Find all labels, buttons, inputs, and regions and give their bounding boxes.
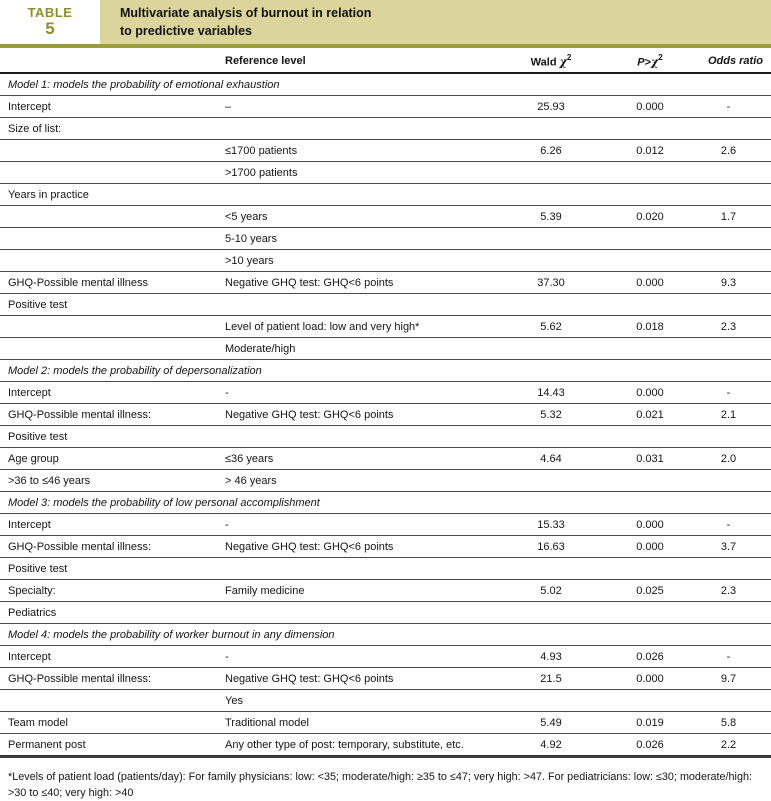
odds-ratio-cell: 2.2 [720,738,737,751]
p-value-cell: 0.000 [636,672,664,685]
odds-ratio-cell: 3.7 [720,540,737,553]
table-row [0,492,771,514]
p-value-cell: 0.026 [636,650,664,663]
reference-level-cell: >1700 patients [225,166,298,179]
variable-cell: Permanent post [8,738,86,751]
table-row [0,690,771,712]
reference-level-cell: - [225,518,229,531]
table-row [0,250,771,272]
wald-chi-squared-cell: 5.32 [540,408,562,421]
table-title-line2: to predictive variables [120,24,253,38]
variable-cell: GHQ-Possible mental illness: [8,540,152,553]
variable-cell: Positive test [8,430,68,443]
odds-ratio-cell: 2.0 [720,452,737,465]
reference-level-cell: > 46 years [225,474,277,487]
variable-cell: Model 1: models the probability of emotional exhaustion [8,78,280,91]
table-row [0,118,771,140]
odds-ratio-cell: - [726,386,731,399]
odds-ratio-cell: 1.7 [720,210,737,223]
odds-ratio-cell: 9.7 [720,672,737,685]
table-row [0,360,771,382]
superscript-two: 2 [658,52,663,62]
variable-cell: Model 4: models the probability of worker burnout in any dimension [8,628,335,641]
reference-level-cell: Yes [225,694,243,707]
chi-symbol: χ [651,55,659,69]
reference-level-cell: Moderate/high [225,342,296,355]
variable-cell: Size of list: [8,122,62,135]
olive-divider [0,44,771,48]
wald-chi-squared-cell: 4.92 [540,738,562,751]
p-value-cell: 0.019 [636,716,664,729]
table-row [0,74,771,96]
table-row [0,734,771,755]
variable-cell: >36 to ≤46 years [8,474,91,487]
p-value-cell: 0.000 [636,540,664,553]
table-header-banner [0,0,771,44]
variable-cell: GHQ-Possible mental illness [8,276,148,289]
table-row [0,382,771,404]
reference-level-cell: - [225,650,229,663]
variable-cell: Model 2: models the probability of depersonalization [8,364,262,377]
reference-level-cell: Negative GHQ test: GHQ<6 points [225,672,394,685]
table-row [0,668,771,690]
odds-ratio-cell: 2.3 [720,584,737,597]
p-value-cell: 0.025 [636,584,664,597]
p-value-cell: 0.000 [636,100,664,113]
variable-cell: Model 3: models the probability of low personal accomplishment [8,496,320,509]
table-word: TABLE [27,4,73,20]
table-row [0,624,771,646]
wald-chi-squared-cell: 5.39 [540,210,562,223]
table-title-line1: Multivariate analysis of burnout in relation [120,5,372,20]
column-header-p-value: $P>\chi^2$ [637,52,663,69]
table-row [0,184,771,206]
odds-ratio-cell: 5.8 [720,716,737,729]
p-value-cell: 0.031 [636,452,664,465]
variable-cell: Specialty: [8,584,56,597]
variable-cell: Pediatrics [8,606,57,619]
table-row [0,448,771,470]
p-value-cell: 0.026 [636,738,664,751]
table-number: 5 [45,19,55,39]
reference-level-cell: ≤36 years [225,452,274,465]
reference-level-cell: Level of patient load: low and very high* [225,320,420,333]
table-bottom-rule [0,755,771,758]
column-header-reference-level: Reference level [225,55,306,67]
reference-level-cell: ≤1700 patients [225,144,298,157]
p-value-cell: 0.000 [636,276,664,289]
odds-ratio-cell: 2.6 [720,144,737,157]
wald-chi-squared-cell: 14.43 [537,386,565,399]
table-row [0,96,771,118]
variable-cell: Age group [8,452,59,465]
wald-chi-squared-cell: 21.5 [540,672,562,685]
wald-chi-squared-cell: 37.30 [537,276,565,289]
table-row [0,316,771,338]
table-row [0,558,771,580]
table-footnote: *Levels of patient load (patients/day): For family physicians: low: <35; moderate/high: ≥35 to ≤47; very high: >47. For pediatricians: low: ≤30; moderate/high: >30 to ≤40; very high: >40 [8,771,752,800]
wald-chi-squared-cell: 5.02 [540,584,562,597]
p-value-cell: 0.020 [636,210,664,223]
table-row [0,602,771,624]
table-row [0,272,771,294]
table-row [0,140,771,162]
table-row [0,514,771,536]
odds-ratio-cell: - [726,518,731,531]
variable-cell: Positive test [8,562,68,575]
reference-level-cell: 5-10 years [225,232,277,245]
variable-cell: Years in practice [8,188,89,201]
reference-level-cell: <5 years [225,210,268,223]
superscript-two: 2 [566,52,572,62]
p-value-cell: 0.000 [636,518,664,531]
table-row [0,294,771,316]
variable-cell: Intercept [8,650,51,663]
table-row [0,206,771,228]
odds-ratio-cell: 2.1 [720,408,737,421]
chi-symbol: χ [559,55,567,69]
table-row [0,712,771,734]
column-header-odds-ratio: Odds ratio [707,55,763,67]
column-header-row [0,50,771,74]
table-row [0,580,771,602]
reference-level-cell: Traditional model [225,716,309,729]
odds-ratio-cell: - [726,100,731,113]
reference-level-cell: Negative GHQ test: GHQ<6 points [225,408,394,421]
variable-cell: Intercept [8,386,51,399]
table-row [0,536,771,558]
wald-chi-squared-cell: 6.26 [540,144,562,157]
reference-level-cell: Negative GHQ test: GHQ<6 points [225,540,394,553]
table-body [0,74,771,755]
table-row [0,338,771,360]
p-value-cell: 0.021 [636,408,664,421]
wald-chi-squared-cell: 4.64 [540,452,562,465]
reference-level-cell: Negative GHQ test: GHQ<6 points [225,276,394,289]
table-number-label [0,0,100,44]
wald-chi-squared-cell: 25.93 [537,100,565,113]
variable-cell: Intercept [8,100,51,113]
wald-chi-squared-cell: 16.63 [537,540,565,553]
reference-level-cell: - [225,386,229,399]
variable-cell: GHQ-Possible mental illness: [8,672,152,685]
table-title [100,0,771,44]
table-row [0,426,771,448]
wald-chi-squared-cell: 15.33 [537,518,565,531]
wald-chi-squared-cell: 4.93 [540,650,562,663]
variable-cell: Team model [8,716,68,729]
reference-level-cell: Family medicine [225,584,305,597]
wald-chi-squared-cell: 5.62 [540,320,562,333]
variable-cell: Intercept [8,518,51,531]
odds-ratio-cell: - [726,650,731,663]
column-header-wald-chi-squared: Wald $\chi^2$ [530,52,572,69]
reference-level-cell: >10 years [225,254,274,267]
odds-ratio-cell: 2.3 [720,320,737,333]
p-value-cell: 0.018 [636,320,664,333]
wald-chi-squared-cell: 5.49 [540,716,562,729]
odds-ratio-cell: 9.3 [720,276,737,289]
table-row [0,646,771,668]
p-value-cell: 0.012 [636,144,664,157]
table-row [0,470,771,492]
table-row [0,228,771,250]
table-row [0,162,771,184]
reference-level-cell: Any other type of post: temporary, substitute, etc. [225,738,464,751]
variable-cell: Positive test [8,298,68,311]
p-value-cell: 0.000 [636,386,664,399]
reference-level-cell: – [225,100,232,113]
table-row [0,404,771,426]
variable-cell: GHQ-Possible mental illness: [8,408,152,421]
